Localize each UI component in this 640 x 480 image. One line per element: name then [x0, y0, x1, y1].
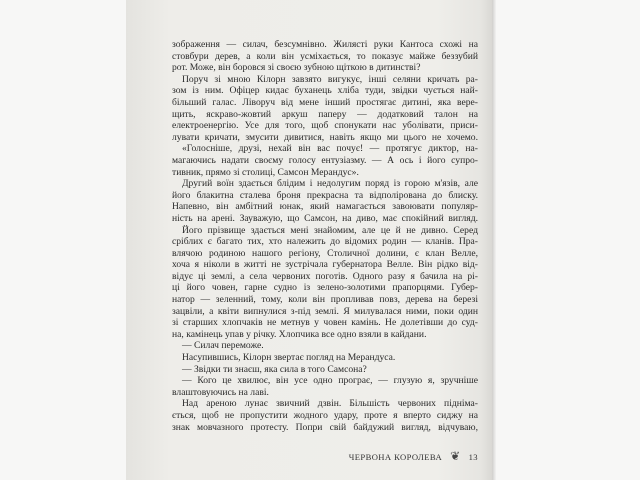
text-line: відує ці землі, а села червоних поготів. Одного разу я бачила на рі-	[172, 270, 478, 282]
text-line: Другий воїн здається блідим і недолугим поряд із горою м'язів, але	[182, 178, 478, 190]
text-line: лувати кричати, змусити дивитися, навіть якщо ми цього не хочемо.	[172, 131, 478, 143]
text-line: Над ареною лунає звичний дзвін. Більшість червоних підніма-	[182, 398, 478, 410]
text-line: — Звідки ти знаєш, яка сила в того Самсона?	[182, 363, 367, 375]
text-line: його блакитна сталева броня прекрасна та відполірована до блиску.	[172, 189, 478, 201]
text-line: рот. Може, він боровся зі своєю зубною щіткою в дитинстві?	[172, 62, 421, 74]
text-line: — Кого це хвилює, він усе одно програє, — глузую я, зручніше	[182, 375, 478, 387]
text-line: зом із ним. Офіцер кидає буханець хліба туди, звідки чується най-	[172, 85, 478, 97]
text-line: стовбури дерев, а коли він усміхається, то показує майже беззубий	[172, 50, 478, 62]
page-edge	[492, 0, 496, 480]
text-line: Поруч зі мною Кілорн завзято вигукує, інші селяни кричать ра-	[182, 73, 478, 85]
book-title: ЧЕРВОНА КОРОЛЕВА	[348, 451, 443, 462]
text-line: хоча я ніколи в житті не зустрічала губернатора Велле. Він рідко від-	[172, 259, 478, 271]
text-line: Його прізвище здається мені знайомим, але це й не дивно. Серед	[182, 224, 478, 236]
running-footer	[349, 449, 478, 464]
text-line: Напевно, він амбітний юнак, який намагається завоювати популяр-	[172, 201, 478, 213]
text-line: сріблих є багато тих, хто належить до відомих родин — кланів. Пра-	[172, 236, 478, 248]
text-line: знак мовчазного протесту. Попри свій байдужий вигляд, відчуваю,	[172, 421, 478, 433]
text-line: — Силач переможе.	[182, 340, 264, 352]
text-line: ці його човен, гарне судно із зелено-золотими прапорцями. Губер-	[172, 282, 478, 294]
text-line: магаючись надати своєму голосу ентузіазму. — А ось і його супро-	[172, 154, 478, 166]
text-line: на, камінець упав у річку. Хлопчика все одно взяли в кайдани.	[172, 328, 427, 340]
ornament-icon: ❦	[450, 449, 461, 463]
page-number: 13	[468, 451, 478, 462]
text-line: натор — зеленний, тому, коли він пропливав повз, дерева на березі	[172, 294, 478, 306]
text-line: більший галас. Ліворуч від мене інший простягає дитині, яка вере-	[172, 96, 478, 108]
text-line: Насупившись, Кілорн звертає погляд на Мерандуса.	[182, 352, 396, 364]
text-line: зі старших хлопчаків не метнув у човен камінь. Не долетівши до суд-	[172, 317, 478, 329]
text-line: ність на арені. Зауважую, що Самсон, на диво, має спокійний вигляд.	[172, 212, 478, 224]
text-line: ється, щоб не пропустити жодного удару, проте я вперто сиджу на	[172, 410, 478, 421]
text-line: влаштовуючись на лаві.	[172, 386, 269, 398]
text-line: електроенергію. Усе для того, щоб спонукати нас уболівати, приси-	[172, 120, 478, 132]
page-body-text	[172, 39, 478, 433]
text-line: зображення — силач, безсумнівно. Жилясті руки Кантоса схожі на	[172, 39, 478, 50]
text-line: «Голосніше, друзі, нехай він вас почує! — протягує диктор, на-	[182, 143, 478, 155]
text-line: тивник, прямо зі столиці, Самсон Мерандус».	[172, 166, 359, 178]
text-line: щить, яскраво-жовтий аркуш паперу — додатковий талон на	[172, 108, 478, 120]
text-line: зацвіли, а квіти випнулися з-під землі. Я милувалася ними, поки один	[172, 305, 478, 317]
text-line: влячою родиною нашого регіону, Столичної долини, є клан Велле,	[172, 247, 478, 259]
